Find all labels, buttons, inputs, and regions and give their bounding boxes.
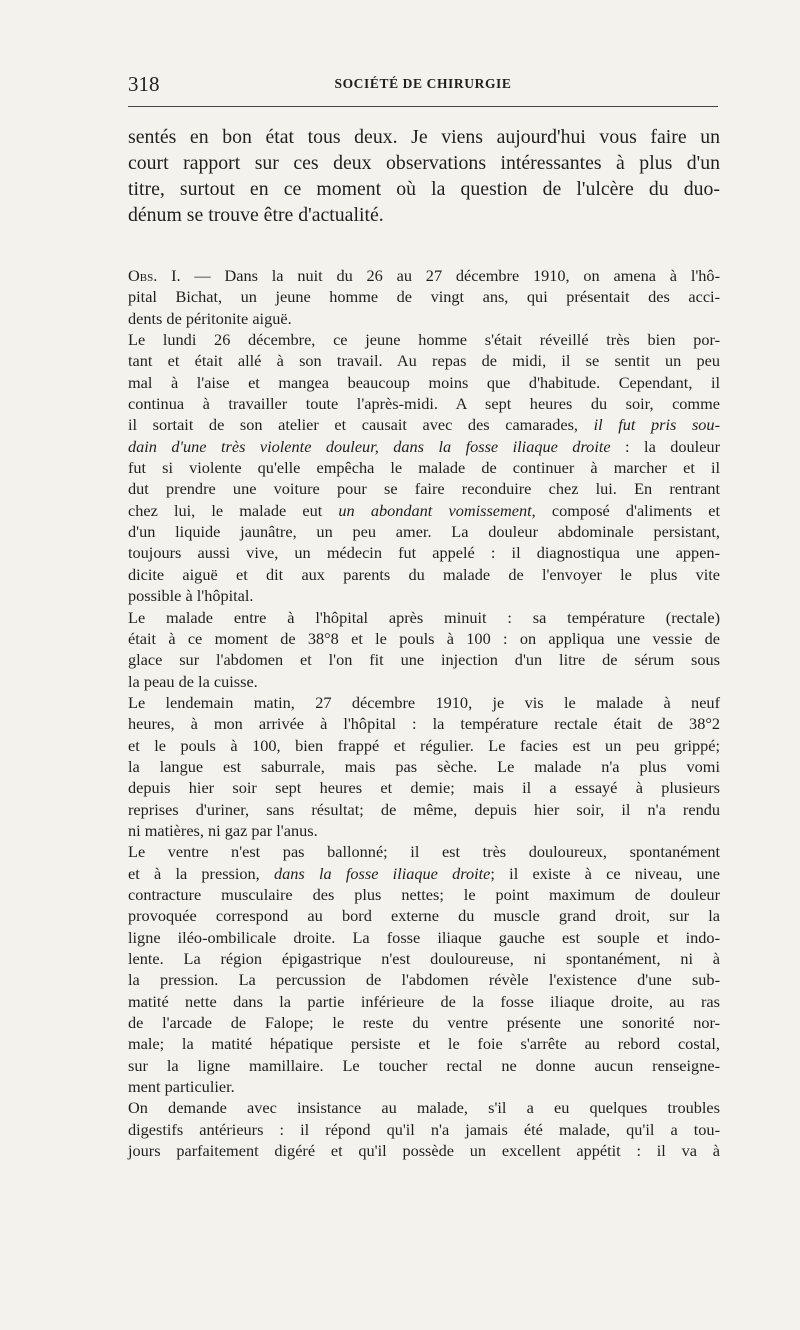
text-line: fut si violente qu'elle empêcha le malade de continuer à marcher et il <box>128 458 720 478</box>
text-line: Le malade entre à l'hôpital après minuit : sa température (rectale) <box>128 607 720 627</box>
observation-text <box>128 265 720 1161</box>
text-line: était à ce moment de 38°8 et le pouls à 100 : on appliqua une vessie de <box>128 628 720 648</box>
text-line: contracture musculaire des plus nettes; le point maximum de douleur <box>128 884 720 904</box>
italic-text: dans la fosse iliaque droite <box>274 863 491 883</box>
text-line: la pression. La percussion de l'abdomen révèle l'existence d'une sub- <box>128 970 720 990</box>
text-line: On demande avec insistance au malade, s'il a eu quelques troubles <box>128 1098 720 1118</box>
text-line: la langue est saburrale, mais pas sèche. Le malade n'a plus vomi <box>128 756 720 776</box>
text-line: glace sur l'abdomen et l'on fit une injection d'un litre de sérum sous <box>128 650 720 670</box>
text-line: mal à l'aise et mangea beaucoup moins que d'habitude. Cependant, il <box>128 372 720 392</box>
text-line: sur la ligne mamillaire. Le toucher rectal ne donne aucun renseigne- <box>128 1055 720 1075</box>
text-line: dain d'une très violente douleur, dans la fosse iliaque droite : la douleur <box>128 436 720 456</box>
text-line: possible à l'hôpital. <box>128 586 254 606</box>
text-line: tant et était allé à son travail. Au repas de midi, il se sentit un peu <box>128 351 720 371</box>
text-line: titre, surtout en ce moment où la question de l'ulcère du duo- <box>128 178 720 200</box>
text-line: dénum se trouve être d'actualité. <box>128 204 384 226</box>
text-line: de l'arcade de Falope; le reste du ventre présente une sonorité nor- <box>128 1013 720 1033</box>
text-line: lente. La région épigastrique n'est douloureuse, ni spontanément, ni à <box>128 949 720 968</box>
text-line: il sortait de son atelier et causait avec des camarades, il fut pris sou- <box>128 415 720 435</box>
text-line: dicite aiguë et dit aux parents du malade de l'envoyer le plus vite <box>128 564 720 584</box>
text-line: Le lendemain matin, 27 décembre 1910, je vis le malade à neuf <box>128 692 720 712</box>
text-line: Le ventre n'est pas ballonné; il est très douloureux, spontanément <box>128 842 720 862</box>
text-line: ni matières, ni gaz par l'anus. <box>128 820 318 840</box>
text-line: provoquée correspond au bord externe du muscle grand droit, sur la <box>128 906 720 926</box>
intro-paragraph <box>128 124 720 228</box>
header-rule <box>128 106 718 107</box>
text-line: chez lui, le malade eut un abondant vomissement, composé d'aliments et <box>128 500 721 520</box>
text-line: jours parfaitement digéré et qu'il possède un excellent appétit : il va à <box>128 1141 720 1161</box>
text-line: Obs. I. — Dans la nuit du 26 au 27 décembre 1910, on amena à l'hô- <box>128 266 720 285</box>
italic-text: un abondant vomissement <box>338 500 532 520</box>
observation-label: Obs. I. <box>128 266 181 285</box>
page-number: 318 <box>128 72 160 96</box>
text-line: male; la matité hépatique persiste et le foie s'arrête au rebord costal, <box>128 1034 720 1054</box>
text-line: pital Bichat, un jeune homme de vingt ans, qui présentait des acci- <box>128 287 720 307</box>
text-line: sentés en bon état tous deux. Je viens aujourd'hui vous faire un <box>128 126 720 148</box>
italic-text: dain d'une très violente douleur, dans la fosse iliaque droite <box>128 436 611 456</box>
text-line: la peau de la cuisse. <box>128 671 258 691</box>
text-line: reprises d'uriner, sans résultat; de même, depuis hier soir, il n'a rendu <box>128 799 720 819</box>
text-line: ligne iléo-ombilicale droite. La fosse iliaque gauche est souple et indo- <box>128 927 720 947</box>
text-line: ment particulier. <box>128 1077 235 1097</box>
text-line: et à la pression, dans la fosse iliaque droite; il existe à ce niveau, une <box>128 863 721 883</box>
running-head: SOCIÉTÉ DE CHIRURGIE <box>334 76 512 91</box>
text-line: dents de péritonite aiguë. <box>128 308 292 328</box>
text-line: dut prendre une voiture pour se faire reconduire chez lui. En rentrant <box>128 479 720 499</box>
text-line: toujours aussi vive, un médecin fut appelé : il diagnostiqua une appen- <box>128 543 720 563</box>
text-line: matité nette dans la partie inférieure de la fosse iliaque droite, au ras <box>128 991 720 1011</box>
text-line: continua à travailler toute l'après-midi. A sept heures du soir, comme <box>128 394 720 414</box>
text-line: digestifs antérieurs : il répond qu'il n'a jamais été malade, qu'il a tou- <box>128 1119 720 1139</box>
text-line: depuis hier soir sept heures et demie; mais il a essayé à plusieurs <box>128 778 720 798</box>
text-line: Le lundi 26 décembre, ce jeune homme s'était réveillé très bien por- <box>128 330 720 350</box>
page-header <box>128 70 718 100</box>
text-line: et le pouls à 100, bien frappé et régulier. Le facies est un peu grippé; <box>128 735 720 755</box>
text-line: court rapport sur ces deux observations intéressantes à plus d'un <box>128 152 720 174</box>
italic-text: il fut pris sou- <box>593 415 720 435</box>
text-line: d'un liquide jaunâtre, un peu amer. La douleur abdominale persistant, <box>128 522 720 542</box>
text-line: heures, à mon arrivée à l'hôpital : la température rectale était de 38°2 <box>128 714 720 734</box>
